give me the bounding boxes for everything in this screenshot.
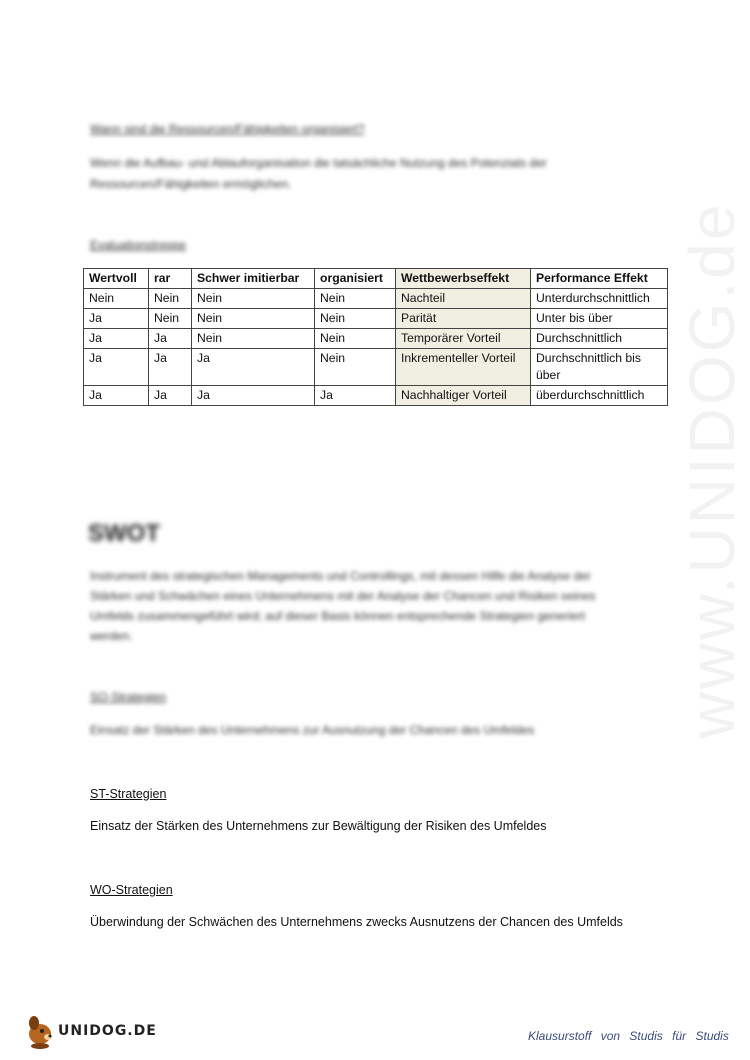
st-strategies-text: Einsatz der Stärken des Unternehmens zur Bewältigung der Risiken des Umfeldes	[90, 819, 547, 833]
section-answer-line-2: Ressourcen/Fähigkeiten ermöglichen.	[90, 177, 292, 191]
table-cell: Unter bis über	[531, 309, 668, 329]
footer-tagline-word: für	[672, 1029, 687, 1043]
table-cell: Ja	[84, 386, 149, 406]
st-strategies-heading: ST-Strategien	[90, 787, 167, 801]
table-header-cell: Schwer imitierbar	[192, 269, 315, 289]
table-cell: Nein	[315, 329, 396, 349]
footer-tagline-word: von	[600, 1029, 621, 1043]
table-cell: Inkrementeller Vorteil	[396, 349, 531, 386]
table-cell: Nein	[192, 309, 315, 329]
table-header-cell: Wettbewerbseffekt	[396, 269, 531, 289]
table-cell: Nachhaltiger Vorteil	[396, 386, 531, 406]
table-cell: Ja	[149, 329, 192, 349]
table-row	[84, 386, 668, 406]
so-strategies-heading: SO-Strategien	[90, 690, 167, 704]
footer-tagline-word: Klausurstoff	[528, 1029, 592, 1043]
footer-tagline	[528, 1029, 735, 1043]
table-cell: Nein	[315, 349, 396, 386]
table-row	[84, 309, 668, 329]
table-cell: Ja	[84, 349, 149, 386]
table-cell: Nein	[149, 309, 192, 329]
table-cell: Ja	[149, 386, 192, 406]
table-cell: Nein	[192, 329, 315, 349]
swot-intro-line-2: Stärken und Schwächen eines Unternehmens mit der Analyse der Chancen und Risiken seines	[90, 589, 596, 603]
table-header-row	[84, 269, 668, 289]
table-cell: Ja	[84, 329, 149, 349]
table-cell: Durchschnittlich bis über	[531, 349, 668, 386]
table-cell: Nein	[315, 289, 396, 309]
table-cell: Ja	[149, 349, 192, 386]
table-heading: Evaluationstreppe	[90, 238, 187, 252]
table-cell: Unterdurchschnittlich	[531, 289, 668, 309]
table-cell: Ja	[315, 386, 396, 406]
swot-title: SWOT	[88, 520, 160, 547]
table-cell: Nein	[315, 309, 396, 329]
table-cell: Durchschnittlich	[531, 329, 668, 349]
swot-intro-line-4: werden.	[90, 629, 133, 643]
table-cell: Ja	[84, 309, 149, 329]
table-cell: Temporärer Vorteil	[396, 329, 531, 349]
so-strategies-text: Einsatz der Stärken des Unternehmens zur Ausnutzung der Chancen des Umfeldes	[90, 723, 535, 737]
table-cell: Nachteil	[396, 289, 531, 309]
table-header-cell: Wertvoll	[84, 269, 149, 289]
footer-tagline-word: Studis	[695, 1029, 729, 1043]
section-question: Wann sind die Ressourcen/Fähigkeiten organisiert?	[90, 122, 365, 136]
evaluation-table	[83, 268, 668, 406]
table-header-cell: rar	[149, 269, 192, 289]
table-cell: Ja	[192, 386, 315, 406]
swot-intro-line-1: Instrument des strategischen Managements und Controllings, mit dessen Hilfe die Analyse der	[90, 569, 591, 583]
table-row	[84, 289, 668, 309]
table-cell: Nein	[149, 289, 192, 309]
wo-strategies-heading: WO-Strategien	[90, 883, 173, 897]
table-cell: Parität	[396, 309, 531, 329]
section-answer-line-1: Wenn die Aufbau- und Ablauforganisation die tatsächliche Nutzung des Potenzials der	[90, 156, 547, 170]
table-cell: Nein	[192, 289, 315, 309]
table-cell: überdurchschnittlich	[531, 386, 668, 406]
table-header-cell: organisiert	[315, 269, 396, 289]
table-cell: Ja	[192, 349, 315, 386]
table-row	[84, 329, 668, 349]
footer-tagline-word: Studis	[629, 1029, 663, 1043]
swot-intro-line-3: Umfelds zusammengeführt wird; auf dieser Basis können entsprechende Strategien generiert	[90, 609, 585, 623]
table-row	[84, 349, 668, 386]
logo-text: UNIDOG.DE	[58, 1023, 157, 1039]
table-cell: Nein	[84, 289, 149, 309]
table-header-cell: Performance Effekt	[531, 269, 668, 289]
wo-strategies-text: Überwindung der Schwächen des Unternehmens zwecks Ausnutzens der Chancen des Umfelds	[90, 915, 623, 929]
watermark: www.UNIDOG.de	[676, 201, 748, 739]
